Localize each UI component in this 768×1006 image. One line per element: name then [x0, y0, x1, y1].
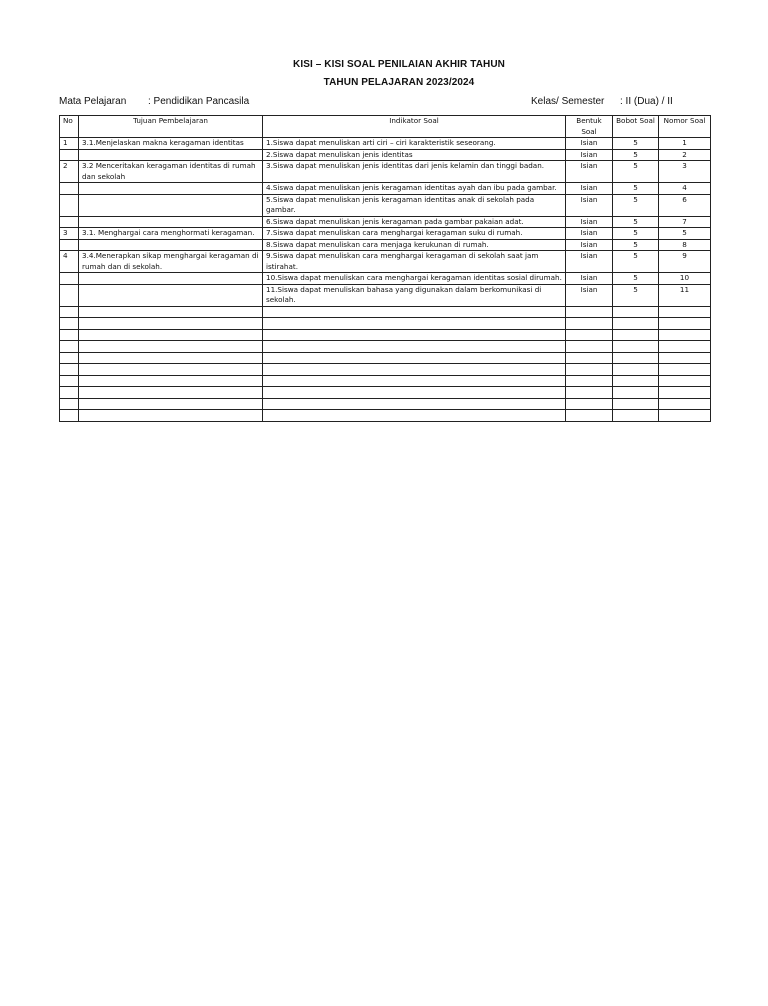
empty-cell: [263, 341, 566, 353]
cell-indikator: 7.Siswa dapat menuliskan cara menghargai keragaman suku di rumah.: [263, 228, 566, 240]
empty-row: [60, 375, 711, 387]
empty-cell: [79, 329, 263, 341]
header-indikator: Indikator Soal: [263, 116, 566, 138]
cell-tujuan: [79, 194, 263, 216]
empty-cell: [659, 398, 711, 410]
table-row: [60, 239, 711, 251]
empty-row: [60, 341, 711, 353]
cell-bentuk: Isian: [566, 161, 613, 183]
empty-cell: [613, 375, 659, 387]
empty-cell: [60, 364, 79, 376]
cell-no: 4: [60, 251, 79, 273]
header-bobot: Bobot Soal: [613, 116, 659, 138]
header-no: No: [60, 116, 79, 138]
table-row: [60, 138, 711, 150]
empty-cell: [79, 387, 263, 399]
cell-no: 1: [60, 138, 79, 150]
empty-cell: [60, 398, 79, 410]
cell-tujuan: [79, 183, 263, 195]
empty-cell: [659, 352, 711, 364]
cell-bobot: 5: [613, 239, 659, 251]
empty-cell: [566, 352, 613, 364]
empty-cell: [659, 375, 711, 387]
empty-cell: [659, 329, 711, 341]
cell-bentuk: Isian: [566, 216, 613, 228]
cell-indikator: 3.Siswa dapat menuliskan jenis identitas dari jenis kelamin dan tinggi badan.: [263, 161, 566, 183]
cell-bobot: 5: [613, 149, 659, 161]
cell-bentuk: Isian: [566, 228, 613, 240]
document-title: KISI – KISI SOAL PENILAIAN AKHIR TAHUN: [293, 59, 505, 70]
cell-no: [60, 273, 79, 285]
cell-no: 2: [60, 161, 79, 183]
cell-bentuk: Isian: [566, 251, 613, 273]
cell-tujuan: 3.1.Menjelaskan makna keragaman identitas: [79, 138, 263, 150]
empty-cell: [566, 318, 613, 330]
empty-cell: [659, 306, 711, 318]
empty-cell: [79, 364, 263, 376]
cell-bentuk: Isian: [566, 194, 613, 216]
empty-cell: [613, 341, 659, 353]
cell-tujuan: 3.4.Menerapkan sikap menghargai keragaman di rumah dan di sekolah.: [79, 251, 263, 273]
cell-bobot: 5: [613, 194, 659, 216]
table-row: [60, 149, 711, 161]
empty-cell: [263, 318, 566, 330]
cell-indikator: 9.Siswa dapat menuliskan cara menghargai keragaman di sekolah saat jam istirahat.: [263, 251, 566, 273]
empty-cell: [659, 410, 711, 422]
cell-nomor: 10: [659, 273, 711, 285]
class-semester-label: Kelas/ Semester: [531, 96, 605, 107]
empty-row: [60, 318, 711, 330]
cell-no: [60, 216, 79, 228]
cell-tujuan: 3.1. Menghargai cara menghormati keragaman.: [79, 228, 263, 240]
empty-cell: [263, 398, 566, 410]
cell-nomor: 11: [659, 284, 711, 306]
cell-indikator: 8.Siswa dapat menuliskan cara menjaga kerukunan di rumah.: [263, 239, 566, 251]
cell-bobot: 5: [613, 138, 659, 150]
cell-tujuan: [79, 273, 263, 285]
empty-cell: [60, 387, 79, 399]
empty-cell: [566, 341, 613, 353]
empty-cell: [79, 352, 263, 364]
empty-cell: [566, 410, 613, 422]
cell-bobot: 5: [613, 161, 659, 183]
empty-cell: [60, 318, 79, 330]
empty-cell: [659, 318, 711, 330]
empty-cell: [79, 318, 263, 330]
class-semester-value: : II (Dua) / II: [620, 96, 673, 107]
empty-cell: [79, 375, 263, 387]
cell-nomor: 8: [659, 239, 711, 251]
empty-cell: [60, 329, 79, 341]
empty-cell: [79, 341, 263, 353]
cell-bentuk: Isian: [566, 273, 613, 285]
cell-no: [60, 239, 79, 251]
empty-cell: [613, 410, 659, 422]
empty-cell: [566, 387, 613, 399]
cell-nomor: 5: [659, 228, 711, 240]
empty-cell: [659, 364, 711, 376]
empty-row: [60, 398, 711, 410]
empty-cell: [263, 329, 566, 341]
empty-cell: [79, 410, 263, 422]
table-row: [60, 228, 711, 240]
empty-row: [60, 410, 711, 422]
header-bentuk: Bentuk Soal: [566, 116, 613, 138]
cell-indikator: 11.Siswa dapat menuliskan bahasa yang digunakan dalam berkomunikasi di sekolah.: [263, 284, 566, 306]
empty-cell: [60, 306, 79, 318]
cell-tujuan: [79, 284, 263, 306]
empty-row: [60, 306, 711, 318]
empty-row: [60, 364, 711, 376]
header-tujuan: Tujuan Pembelajaran: [79, 116, 263, 138]
cell-no: [60, 284, 79, 306]
empty-cell: [566, 398, 613, 410]
cell-tujuan: 3.2 Menceritakan keragaman identitas di rumah dan sekolah: [79, 161, 263, 183]
cell-nomor: 2: [659, 149, 711, 161]
empty-cell: [613, 352, 659, 364]
cell-nomor: 7: [659, 216, 711, 228]
empty-cell: [613, 306, 659, 318]
cell-bobot: 5: [613, 284, 659, 306]
empty-cell: [60, 410, 79, 422]
cell-tujuan: [79, 149, 263, 161]
empty-row: [60, 329, 711, 341]
table-header-row: [60, 116, 711, 138]
empty-cell: [263, 387, 566, 399]
empty-cell: [263, 410, 566, 422]
cell-nomor: 9: [659, 251, 711, 273]
empty-cell: [60, 375, 79, 387]
empty-cell: [659, 387, 711, 399]
cell-tujuan: [79, 216, 263, 228]
table-row: [60, 216, 711, 228]
empty-cell: [79, 306, 263, 318]
cell-no: [60, 183, 79, 195]
table-row: [60, 273, 711, 285]
cell-bobot: 5: [613, 228, 659, 240]
cell-no: [60, 194, 79, 216]
subject-value: : Pendidikan Pancasila: [148, 96, 250, 107]
cell-bentuk: Isian: [566, 149, 613, 161]
cell-bentuk: Isian: [566, 138, 613, 150]
table-row: [60, 194, 711, 216]
empty-cell: [613, 329, 659, 341]
empty-cell: [263, 364, 566, 376]
empty-cell: [79, 398, 263, 410]
empty-cell: [613, 387, 659, 399]
empty-cell: [659, 341, 711, 353]
empty-row: [60, 352, 711, 364]
empty-cell: [263, 375, 566, 387]
header-nomor: Nomor Soal: [659, 116, 711, 138]
cell-nomor: 1: [659, 138, 711, 150]
empty-cell: [566, 375, 613, 387]
cell-bobot: 5: [613, 273, 659, 285]
cell-indikator: 1.Siswa dapat menuliskan arti ciri – ciri karakteristik seseorang.: [263, 138, 566, 150]
cell-nomor: 3: [659, 161, 711, 183]
subject-label: Mata Pelajaran: [59, 96, 127, 107]
table-row: [60, 284, 711, 306]
cell-no: [60, 149, 79, 161]
empty-cell: [566, 329, 613, 341]
cell-indikator: 5.Siswa dapat menuliskan jenis keragaman identitas anak di sekolah pada gambar.: [263, 194, 566, 216]
empty-cell: [613, 364, 659, 376]
document-subtitle: TAHUN PELAJARAN 2023/2024: [323, 77, 475, 88]
cell-indikator: 10.Siswa dapat menuliskan cara menghargai keragaman identitas sosial dirumah.: [263, 273, 566, 285]
empty-cell: [263, 352, 566, 364]
cell-bentuk: Isian: [566, 239, 613, 251]
cell-bentuk: Isian: [566, 183, 613, 195]
cell-bentuk: Isian: [566, 284, 613, 306]
cell-nomor: 4: [659, 183, 711, 195]
cell-nomor: 6: [659, 194, 711, 216]
empty-cell: [566, 364, 613, 376]
empty-row: [60, 387, 711, 399]
kisi-table: [59, 115, 711, 422]
cell-tujuan: [79, 239, 263, 251]
cell-indikator: 4.Siswa dapat menuliskan jenis keragaman identitas ayah dan ibu pada gambar.: [263, 183, 566, 195]
empty-cell: [566, 306, 613, 318]
cell-indikator: 2.Siswa dapat menuliskan jenis identitas: [263, 149, 566, 161]
table-row: [60, 251, 711, 273]
empty-cell: [60, 352, 79, 364]
table-row: [60, 183, 711, 195]
cell-no: 3: [60, 228, 79, 240]
empty-cell: [60, 341, 79, 353]
empty-cell: [263, 306, 566, 318]
empty-cell: [613, 318, 659, 330]
empty-cell: [613, 398, 659, 410]
table-row: [60, 161, 711, 183]
cell-indikator: 6.Siswa dapat menuliskan jenis keragaman pada gambar pakaian adat.: [263, 216, 566, 228]
cell-bobot: 5: [613, 216, 659, 228]
cell-bobot: 5: [613, 251, 659, 273]
cell-bobot: 5: [613, 183, 659, 195]
